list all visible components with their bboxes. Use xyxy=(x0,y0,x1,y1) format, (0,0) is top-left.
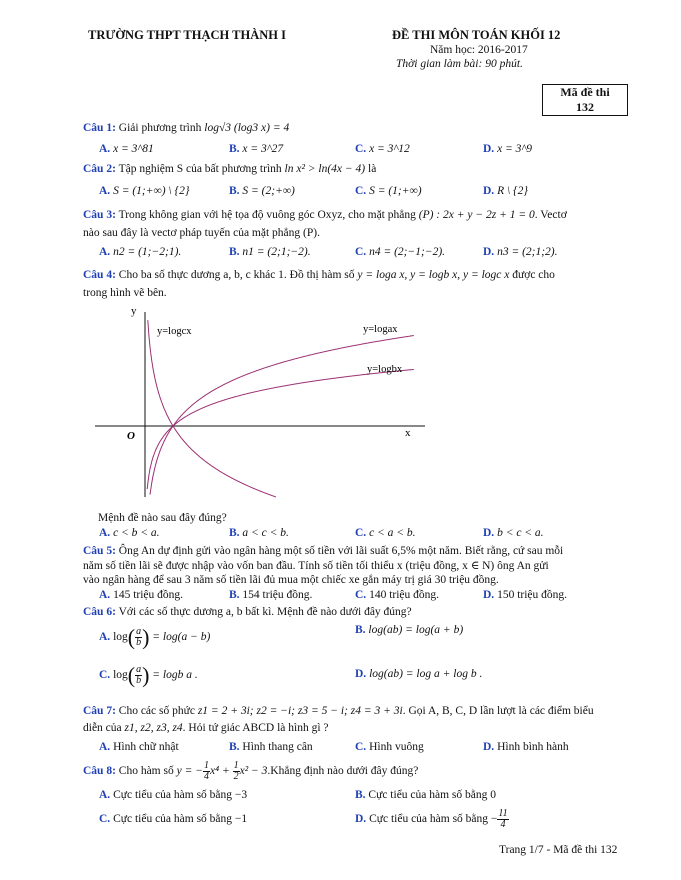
question-8-option-b[interactable]: B. Cực tiểu của hàm số bằng 0 xyxy=(355,789,497,801)
option-c[interactable]: C. 140 triệu đồng. xyxy=(355,589,440,601)
question-5: Câu 5: Ông An dự định gửi vào ngân hàng một số tiền với lãi suất 6,5% một năm. Biết rằng, cứ sau mỗi xyxy=(83,545,564,557)
option-b[interactable]: B. x = 3^27 xyxy=(229,143,284,155)
curve-log-c xyxy=(148,320,276,497)
option-b[interactable]: B. 154 triệu đồng. xyxy=(229,589,313,601)
option-a[interactable]: A. c < b < a. xyxy=(99,527,160,539)
question-4-line2: trong hình vẽ bên. xyxy=(83,287,167,299)
question-1 xyxy=(83,121,628,135)
question-label: Câu 1: xyxy=(83,122,116,134)
option-a[interactable]: A. n2 = (1;−2;1). xyxy=(99,246,182,258)
option-a[interactable]: A. x = 3^81 xyxy=(99,143,154,155)
label-log-c: y=logcx xyxy=(157,326,192,337)
exam-duration: Thời gian làm bài: 90 phút. xyxy=(396,58,523,70)
question-6-option-b[interactable]: B. log(ab) = log(a + b) xyxy=(355,624,464,636)
option-d[interactable]: D. Hình bình hành xyxy=(483,741,569,753)
question-8-option-a[interactable]: A. Cực tiểu của hàm số bằng −3 xyxy=(99,789,248,801)
question-6: Câu 6: Với các số thực dương a, b bất kì. Mệnh đề nào dưới đây đúng? xyxy=(83,606,412,618)
option-b[interactable]: B. n1 = (2;1;−2). xyxy=(229,246,311,258)
option-c[interactable]: C. x = 3^12 xyxy=(355,143,410,155)
y-axis-label: y xyxy=(131,305,137,317)
question-8: Câu 8: Cho hàm số y = − $\frac{1}{4}$ x⁴ + $\frac{1}{2}$ x² − 3.Khẳng định nào dưới đây đúng? xyxy=(83,759,419,782)
school-name: TRƯỜNG THPT THẠCH THÀNH I xyxy=(88,28,286,42)
page-footer: Trang 1/7 - Mã đề thi 132 xyxy=(499,844,618,856)
label-log-b: y=logbx xyxy=(367,364,403,375)
question-3: Câu 3: Trong không gian với hệ tọa độ vuông góc Oxyz, cho mặt phẳng (P) : 2x + y − 2z + 1 = 0. Vectơ xyxy=(83,209,567,221)
option-d[interactable]: D. 150 triệu đồng. xyxy=(483,589,568,601)
option-a[interactable]: A. Hình chữ nhật xyxy=(99,741,179,753)
question-7: Câu 7: Cho các số phức z1 = 2 + 3i; z2 = −i; z3 = 5 − i; z4 = 3 + 3i. Gọi A, B, C, D lần lượt là các điểm biểu xyxy=(83,705,594,717)
option-a[interactable]: A. S = (1;+∞) \ {2} xyxy=(99,185,190,197)
exam-title: ĐỀ THI MÔN TOÁN KHỐI 12 xyxy=(392,28,561,42)
question-expr: log√3 (log3 x) = 4 xyxy=(204,122,290,134)
school-year: Năm học: 2016-2017 xyxy=(430,44,528,56)
question-6-option-a[interactable]: A. log( $\frac{a}{b}$ ) = log(a − b) xyxy=(99,624,211,650)
option-b[interactable]: B. a < c < b. xyxy=(229,527,289,539)
option-d[interactable]: D. b < c < a. xyxy=(483,527,544,539)
question-text: Giải phương trình xyxy=(118,122,202,134)
option-c[interactable]: C. S = (1;+∞) xyxy=(355,185,422,197)
curve-log-b xyxy=(147,370,414,490)
curve-log-a xyxy=(150,336,414,495)
question-8-option-d[interactable]: D. Cực tiểu của hàm số bằng − $\frac{11}{4}$ xyxy=(355,807,508,830)
exam-code-box xyxy=(542,84,628,116)
question-7-line2: diễn của z1, z2, z3, z4. Hỏi tứ giác ABCD là hình gì ? xyxy=(83,722,329,734)
x-axis-label: x xyxy=(405,427,411,439)
question-4: Câu 4: Cho ba số thực dương a, b, c khác 1. Đồ thị hàm số y = loga x, y = logb x, y = logc x được cho xyxy=(83,269,555,281)
question-3-line2: nào sau đây là vectơ pháp tuyến của mặt phẳng (P). xyxy=(83,227,320,239)
question-4-prompt: Mệnh đề nào sau đây đúng? xyxy=(98,512,227,524)
log-graph xyxy=(95,302,435,502)
option-d[interactable]: D. x = 3^9 xyxy=(483,143,533,155)
option-c[interactable]: C. Hình vuông xyxy=(355,741,424,753)
option-d[interactable]: D. R \ {2} xyxy=(483,185,528,197)
question-2: Câu 2: Tập nghiệm S của bất phương trình ln x² > ln(4x − 4) là xyxy=(83,163,377,175)
option-b[interactable]: B. S = (2;+∞) xyxy=(229,185,295,197)
exam-code-value: 132 xyxy=(576,100,594,114)
question-5-line3: vào ngân hàng để sau 3 năm số tiền lãi đủ mua một chiếc xe gắn máy trị giá 30 triệu đồng. xyxy=(83,574,499,586)
option-c[interactable]: C. c < a < b. xyxy=(355,527,416,539)
label-log-a: y=logax xyxy=(363,324,398,335)
option-d[interactable]: D. n3 = (2;1;2). xyxy=(483,246,558,258)
option-a[interactable]: A. 145 triệu đồng. xyxy=(99,589,184,601)
exam-code-label: Mã đề thi xyxy=(560,85,610,99)
option-c[interactable]: C. n4 = (2;−1;−2). xyxy=(355,246,446,258)
question-6-option-c[interactable]: C. log( $\frac{a}{b}$ ) = logb a . xyxy=(99,662,198,688)
question-8-option-c[interactable]: C. Cực tiểu của hàm số bằng −1 xyxy=(99,813,248,825)
option-b[interactable]: B. Hình thang cân xyxy=(229,741,313,753)
origin-label: O xyxy=(127,430,135,442)
question-5-line2: năm số tiền lãi sẽ được nhập vào vốn ban đầu. Tính số tiền tối thiểu x (triệu đồng, x ∈ N) ông An gửi xyxy=(83,560,549,572)
question-6-option-d[interactable]: D. log(ab) = log a + log b . xyxy=(355,668,483,680)
